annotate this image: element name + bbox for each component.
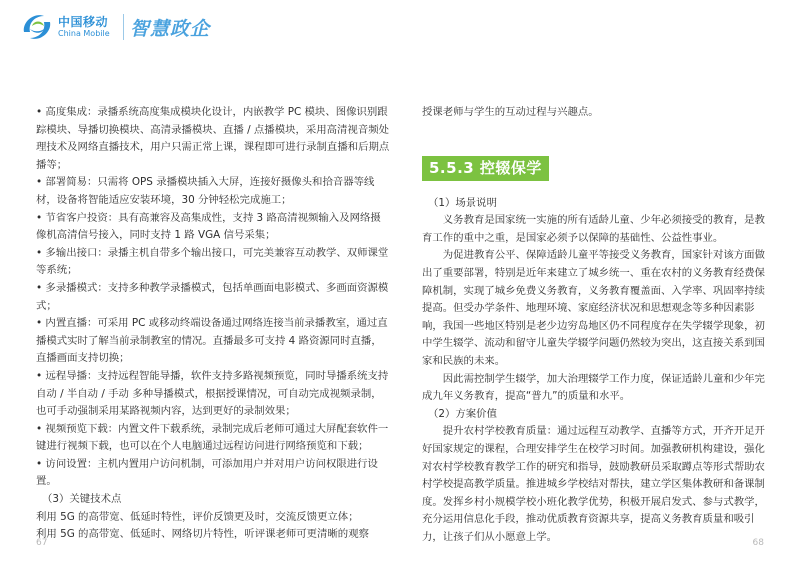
- page-number-left: 67: [36, 538, 48, 548]
- brand-header: [20, 8, 320, 48]
- brand-title: 智慧政企: [130, 18, 211, 40]
- bullet-deployment: • 部署简易：只需将 OPS 录播模块插入大屏，连接好摄像头和拾音器等线材，设备将智能适应安装环境，30 分钟轻松完成施工；: [36, 176, 375, 206]
- bullet-access-settings: • 访问设置：主机内置用户访问机制，可添加用户并对用户访问权限进行设置。: [36, 457, 378, 488]
- section-title: 5.5.3 控辍保学: [422, 156, 549, 181]
- bullet-output-ports: • 多输出接口：录播主机自带多个输出接口，可完美兼容互动教学、双师课堂等系统；: [36, 246, 389, 277]
- right-column: [422, 104, 774, 546]
- subheading-solution-value: （2）方案价值: [428, 407, 497, 420]
- china-mobile-logo-icon: [20, 10, 54, 44]
- bullet-recording-modes: • 多录播模式：支持多种教学录播模式，包括单画面电影模式、多画面资源模式；: [36, 281, 389, 312]
- bullet-investment: • 节省客户投资：具有高兼容及高集成性，支持 3 路高清视频输入及网络摄像机高清信号接入，同时支持 1 路 VGA 信号采集；: [36, 211, 381, 242]
- logo-english-text: China Mobile: [58, 29, 110, 38]
- paragraph-education-equity: 为促进教育公平、保障适龄儿童平等接受义务教育，国家针对该方面做出了重要部署，特别是近年来建立了城乡统一、重在农村的义务教育经费保障机制，实现了城乡免费义务教育，义务教育覆盖面、入学率、巩固率持续提高。但受办学条件、地理环境、家庭经济状况和思想观念等多种因素影响，我国一些地区特别是老少边穷岛地区仍不同程度存在失学辍学现象，初中学生辍学、流动和留守儿童失学辍学问题仍然较为突出，这直接关系到国家和民族的未来。: [422, 249, 765, 367]
- continuation-text: 授课老师与学生的互动过程与兴趣点。: [422, 106, 599, 118]
- logo-divider: [123, 14, 124, 40]
- bullet-video-download: • 视频预览下载：内置文件下载系统，录制完成后老师可通过大屏配套软件一键进行视频下载，也可以在个人电脑通过远程访问进行网络预览和下载；: [36, 422, 389, 453]
- paragraph-rural-quality: 提升农村学校教育质量：通过远程互动教学、直播等方式，开齐开足开好国家规定的课程，合理安排学生在校学习时间。加强教研机构建设，强化对农村学校教育教学工作的研究和指导，鼓励教研员采取蹲点等形式帮助农村学校提高教学质量。推进城乡学校结对帮扶，建立学区集体教研和备课制度。发挥乡村小规模学校小班化教学优势，积极开展启发式、参与式教学，充分运用信息化手段，推动优质教育资源共享，提高义务教育质量和吸引力，让孩子们从小愿意上学。: [422, 425, 765, 543]
- logo-chinese-text: 中国移动: [58, 15, 109, 29]
- paragraph-5g-observation: 利用 5G 的高带宽、低延时、网络切片特性，听评课老师可更清晰的观察: [36, 528, 369, 541]
- bullet-integration: • 高度集成：录播系统高度集成模块化设计，内嵌教学 PC 模块、图像识别跟踪模块、导播切换模块、高清录播模块、直播 / 点播模块，采用高清视音频处理技术及网络直播技术，用户只需正常上课，课程即可进行录制直播和后期点播等；: [36, 106, 390, 171]
- paragraph-compulsory-education: 义务教育是国家统一实施的所有适龄儿童、少年必须接受的教育，是教育工作的重中之重，是国家必须予以保障的基础性、公益性事业。: [422, 214, 765, 244]
- subheading-key-tech: （3）关键技术点: [42, 493, 122, 506]
- bullet-remote-directing: • 远程导播：支持远程智能导播，软件支持多路视频预览，同时导播系统支持自动 / 半自动 / 手动 多种导播模式，根据授课情况，可自动完成视频录制，也可手动强制采用某路视频内容，达到更好的录制效果；: [36, 369, 389, 418]
- paragraph-5g-feedback: 利用 5G 的高带宽、低延时特性，评价反馈更及时，交流反馈更立体；: [36, 510, 359, 523]
- bullet-live-streaming: • 内置直播：可采用 PC 或移动终端设备通过网络连接当前录播教室，通过直播模式实时了解当前录制教室的情况。直播最多可支持 4 路资源同时直播，直播画面支持切换；: [36, 317, 388, 365]
- paragraph-dropout-control: 因此需控制学生辍学，加大治理辍学工作力度，保证适龄儿童和少年完成九年义务教育，提高“普九”的质量和水平。: [422, 372, 765, 403]
- subheading-scenario: （1）场景说明: [428, 196, 497, 209]
- left-column: [36, 104, 390, 544]
- page-number-right: 68: [752, 538, 764, 548]
